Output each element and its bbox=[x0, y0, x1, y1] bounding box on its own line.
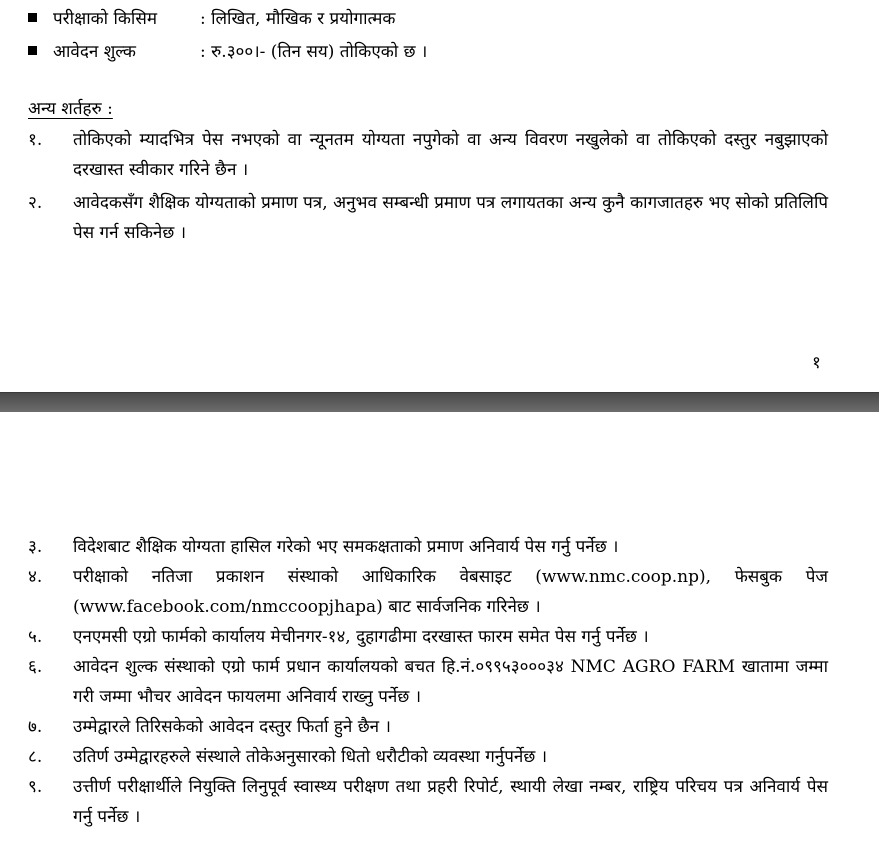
condition-item bbox=[28, 188, 828, 248]
condition-item bbox=[28, 712, 828, 742]
document-page-1 bbox=[0, 0, 879, 392]
item-text: उत्तीर्ण परीक्षार्थीले नियुक्ति लिनुपूर्व स्वास्थ्य परीक्षण तथा प्रहरी रिपोर्ट, स्थायी लेखा नम्बर, राष्ट्रिय परिचय पत्र अनिवार्य पेस गर्नु पर्नेछ । bbox=[73, 777, 828, 827]
square-bullet-icon bbox=[28, 46, 37, 55]
bullet-value: : रु.३००।- (तिन सय) तोकिएको छ । bbox=[200, 42, 428, 62]
document-page-2 bbox=[0, 412, 879, 841]
item-text: परीक्षाको नतिजा प्रकाशन संस्थाको आधिकारिक वेबसाइट (www.nmc.coop.np), फेसबुक पेज (www.facebook.com/nmccoopjhapa) बाट सार्वजनिक गरिनेछ । bbox=[73, 567, 828, 617]
item-text: विदेशबाट शैक्षिक योग्यता हासिल गरेको भए समकक्षताको प्रमाण अनिवार्य पेस गर्नु पर्नेछ । bbox=[73, 537, 619, 557]
item-number: ९. bbox=[28, 777, 43, 797]
other-conditions-heading: अन्य शर्तहरु : bbox=[28, 99, 113, 119]
bullet-value: : लिखित, मौखिक र प्रयोगात्मक bbox=[200, 9, 396, 29]
condition-item bbox=[28, 125, 828, 185]
condition-item bbox=[28, 622, 828, 652]
item-text: तोकिएको म्यादभित्र पेस नभएको वा न्यूनतम योग्यता नपुगेको वा अन्य विवरण नखुलेको वा तोकिएको दस्तुर नबुझाएको दरखास्त स्वीकार गरिने छैन । bbox=[73, 130, 828, 180]
square-bullet-icon bbox=[28, 13, 37, 22]
item-number: ६. bbox=[28, 657, 43, 677]
condition-item bbox=[28, 772, 828, 832]
item-number: ४. bbox=[28, 567, 43, 587]
item-number: २. bbox=[28, 193, 43, 213]
condition-item bbox=[28, 742, 828, 772]
bullet-application-fee bbox=[28, 40, 427, 64]
page-separator bbox=[0, 392, 879, 413]
bullet-exam-type bbox=[28, 7, 395, 31]
item-text: उम्मेद्वारले तिरिसकेको आवेदन दस्तुर फिर्ता हुने छैन । bbox=[73, 717, 391, 737]
item-text: एनएमसी एग्रो फार्मको कार्यालय मेचीनगर-१४, दुहागढीमा दरखास्त फारम समेत पेस गर्नु पर्नेछ । bbox=[73, 627, 649, 647]
item-text: उतिर्ण उम्मेद्वारहरुले संस्थाले तोकेअनुसारको धितो धरौटीको व्यवस्था गर्नुपर्नेछ । bbox=[73, 747, 548, 767]
item-number: ५. bbox=[28, 627, 43, 647]
item-text: आवेदकसँग शैक्षिक योग्यताको प्रमाण पत्र, अनुभव सम्बन्धी प्रमाण पत्र लगायतका अन्य कुनै कागजातहरु भए सोको प्रतिलिपि पेस गर्न सकिनेछ । bbox=[73, 193, 828, 243]
bullet-label: आवेदन शुल्क bbox=[53, 42, 136, 62]
bullet-label: परीक्षाको किसिम bbox=[53, 9, 157, 29]
item-number: १. bbox=[28, 130, 43, 150]
item-text: आवेदन शुल्क संस्थाको एग्रो फार्म प्रधान कार्यालयको बचत हि.नं.०९९५३०००३४ NMC AGRO FARM खातामा जम्मा गरी जम्मा भौचर आवेदन फायलमा अनिवार्य राख्नु पर्नेछ । bbox=[73, 657, 828, 707]
condition-item bbox=[28, 532, 828, 562]
page-number: १ bbox=[812, 353, 821, 373]
condition-item bbox=[28, 652, 828, 712]
item-number: ३. bbox=[28, 537, 43, 557]
item-number: ८. bbox=[28, 747, 43, 767]
item-number: ७. bbox=[28, 717, 43, 737]
condition-item bbox=[28, 562, 828, 622]
